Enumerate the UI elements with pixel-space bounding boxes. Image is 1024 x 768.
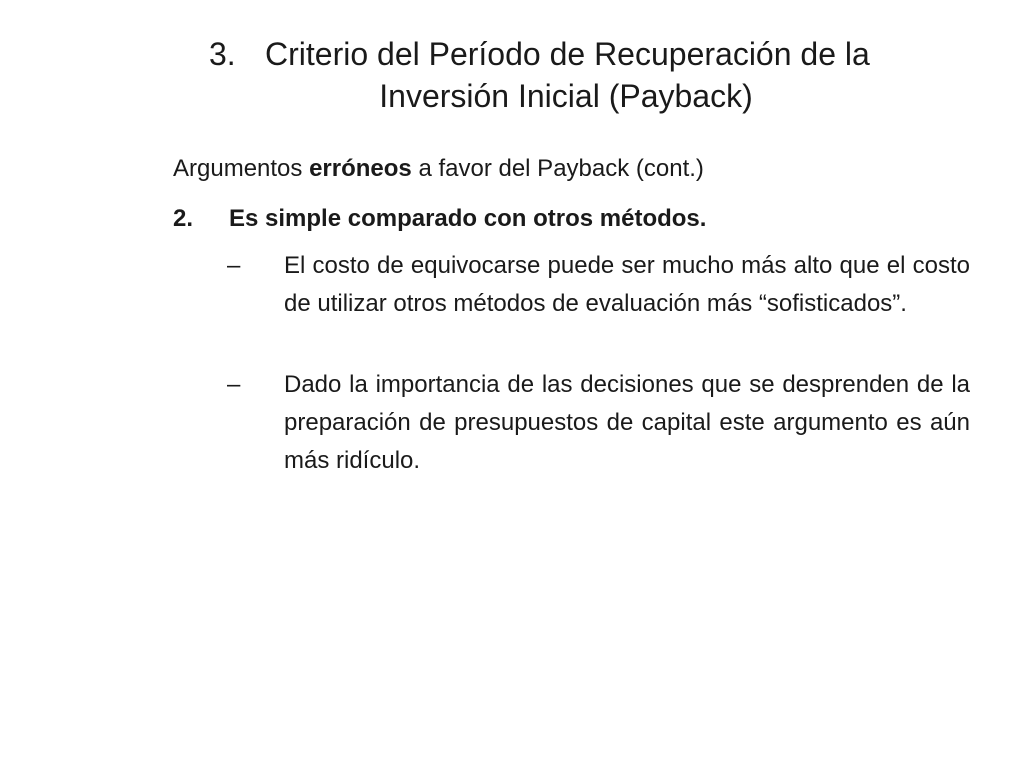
title-line-2: Inversión Inicial (Payback)	[379, 78, 753, 114]
point-number: 2.	[173, 205, 194, 232]
numbered-point	[173, 202, 706, 236]
title-line-1	[200, 33, 920, 75]
section-heading-emphasis: erróneos	[309, 155, 412, 182]
slide-title	[200, 33, 920, 117]
dash-bullet: –	[227, 252, 241, 279]
point-text: Es simple comparado con otros métodos.	[229, 205, 707, 232]
sub-bullet-item	[227, 366, 970, 480]
sub-bullet-text: Dado la importancia de las decisiones que se desprenden de la preparación de presupuestos de capital este argumento es aún más ridículo.	[284, 371, 970, 474]
section-heading-suffix: a favor del Payback (cont.)	[411, 155, 704, 182]
dash-bullet: –	[227, 371, 241, 398]
sub-bullet-text: El costo de equivocarse puede ser mucho más alto que el costo de utilizar otros métodos de evaluación más “sofisticados”.	[284, 252, 970, 317]
title-text-1: Criterio del Período de Recuperación de la	[265, 36, 870, 72]
sub-bullet-item	[227, 247, 970, 323]
title-number: 3.	[209, 36, 236, 72]
section-heading-prefix: Argumentos	[173, 155, 310, 182]
section-heading	[173, 153, 704, 185]
